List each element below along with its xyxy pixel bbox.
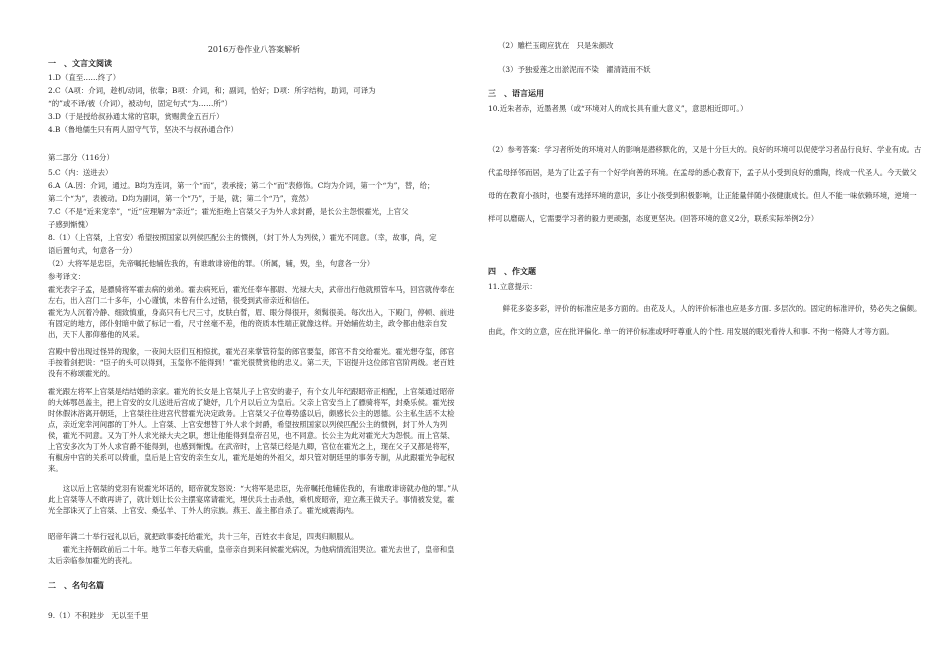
answer-line: 1.D（直至……终了） (48, 73, 121, 82)
translation-paragraph: 宫殿中曾出现过怪异的现象，一夜间大臣们互相惊扰，霍光召来掌管符玺的郎官要玺，郎官不肯交给霍光。霍光想夺玺，郎官手按着剑把说：“臣子的头可以得到，玉玺你不能得到！”霍光很赞赏他的忠义。第二天，下诏提升这位郎官官阶两级。老百姓没有不称颂霍光的。 (48, 347, 455, 378)
translation-paragraph: 霍光为人沉着冷静、细致慎重，身高只有七尺三寸，皮肤白皙，眉、眼分得很开，须髯很美。每次出入，下殿门，停顿、前进有固定的地方，郎仆射暗中做了标记一看，尺寸丝毫不差，他的资质本性端正就像这样。开始辅佐幼主，政令都由他亲自发出，天下人都仰慕他的风采。 (48, 308, 455, 339)
part2-title: 第二部分（116分） (48, 153, 114, 162)
essay-prompt-text: 鲜花多姿多彩，评价的标准应是多方面的。由花及人，人的评价标准也应是多方面. 多层次的。固定的标准评价，势必失之偏颇。由此，作文的立意，应在批评偏化. 单一的评价标准或呼吁尊重人的个性. 用发展的眼光看待人和事. 不拘一格降人才等方面。 (488, 304, 922, 336)
page-title: 2016万卷作业八答案解析 (207, 45, 301, 54)
answer-line: 语后置句式，句意各一分） (48, 246, 137, 255)
answer-line: 子感到惭愧） (48, 220, 93, 229)
translation-paragraph: 这以后上官桀的党羽有说霍光坏话的，昭帝就发怒说：“大将军是忠臣，先帝嘱托他辅佐我的，有谁敢诽谤就办他的罪。”从此上官桀等人不敢再讲了，就计划让长公主摆宴席请霍光，埋伏兵士击杀他，乘机废昭帝，迎立燕王做天子。事情被发觉，霍光全部诛灭了上官桀、上官安、桑弘羊、丁外人的宗族。燕王、盖主都自杀了。霍光威震海内。 (48, 484, 459, 515)
answer-line: 7.C（不是“近来宠幸”，“近”应理解为“亲近”；霍光拒绝上官桀父子为外人求封爵，是长公主怨恨霍光，上官父 (48, 207, 409, 216)
answer-line: 2.C（A项：介词，趁机/动词，依靠；B项：介词，和；副词，恰好；D项：所字结构，助词，可译为 (48, 86, 376, 95)
famous-line: （2）雕栏玉砌应犹在 只是朱颜改 (498, 41, 614, 50)
translation-paragraph: 昭帝年满二十举行冠礼以后，就把政事委托给霍光，共十三年，百姓衣丰食足，四夷归顺服从。 (48, 532, 359, 541)
famous-line: 9.（1）不积跬步 无以至千里 (48, 611, 149, 620)
answer-line: 8.（1）（上官桀，上官安）希望按照国家以列侯匹配公主的惯例，（封丁外人为列侯，）霍光不同意。（幸，故事，尚，定 (48, 233, 437, 242)
translation-paragraph: 霍光跟左将军上官桀是结结婚的亲家。霍光的长女是上官桀儿子上官安的妻子，有个女儿年纪跟昭帝正相配，上官桀通过昭帝的大姊鄂邑盖主，把上官安的女儿送进后宫成了婕妤，几个月以后立为皇后。父亲上官安当上了骠骑将军，封桑乐侯。霍光按时休假沐浴离开朝廷，上官桀往往进宫代替霍光决定政务。上官桀父子位尊势盛以后，颇感长公主的恩德。公主私生活不太检点，亲近宠幸河间郡的丁外人。上官桀、上官安想替丁外人求个封爵，希望按照国家以列侯匹配公主的惯例，封丁外人为列侯，霍光不同意。又为丁外人求光禄大夫之职，想让他能得到皇帝召见，也不同意。长公主为此对霍光大为怨恨。而上官桀、上官安多次为丁外人求官爵不能得到，也感到惭愧。在武帝时，上官桀已经是九卿，官位在霍光之上，现在父子又都是将军，有椒房中宫的关系可以倚重，皇后是上官安的亲生女儿，霍光是她的外祖父，却只管对朝廷里的事务专制，从此跟霍光争起权来。 (48, 387, 455, 473)
section2-heading: 二 、名句名篇 (48, 580, 104, 590)
answer-line: 第二个“为”，表被动。D均为副词，第一个“乃”，于是，就；第二个“乃”，竟然） (48, 194, 314, 203)
answer-line: 4.B（鲁地儒生只有两人固守气节，坚决不与叔孙通合作） (48, 125, 238, 134)
answer-line: “的”或不译/被（介词），被动句，固定句式“为……所”） (48, 99, 232, 108)
translation-paragraph: 霍光表字子孟，是骠骑将军霍去病的弟弟。霍去病死后，霍光任奉车都尉、光禄大夫，武帝出行他就照管车马，回宫就侍奉在左右，出入宫门二十多年，小心谨慎，未曾有什么过错，很受到武帝亲近和信任。 (48, 285, 455, 305)
answer-line: 5.C（内：送进去） (48, 168, 113, 177)
translation-paragraph: 霍光主持朝政前后二十年。地节二年春天病重，皇帝亲自到来问候霍光病况，为他病情流泪哭泣。霍光去世了，皇帝和皇太后亲临参加霍光的丧礼。 (48, 545, 455, 565)
answer-line: 10.近朱者赤，近墨者黑（或“环境对人的成长具有重大意义”，意思相近即可。） (488, 104, 748, 113)
famous-line: （3）予独爱莲之出淤泥而不染 濯清涟而不妖 (498, 65, 651, 74)
essay-prompt-label: 11.立意提示： (488, 282, 537, 291)
answer-line: 3.D（于是授给叔孙通太常的官职，赏赐黄金五百斤） (48, 112, 224, 121)
answer-line: （2）大将军是忠臣，先帝嘱托他辅佐我的，有谁敢诽谤他的罪。（所属，辅，毁，坐，句意各一分） (48, 259, 375, 268)
section3-heading: 三 、语言运用 (488, 88, 544, 98)
answer-line: 6.A（A.因：介词，通过。B均为连词，第一个“而”，表承接；第二个“而”表修饰。C均为介词，第一个“为”，替，给； (48, 181, 435, 190)
section1-heading: 一 、文言文阅读 (48, 58, 112, 68)
section4-heading: 四 、作文题 (488, 266, 536, 276)
answer-paragraph: （2）参考答案：学习者所处的环境对人的影响是潜移默化的，又是十分巨大的。良好的环境可以促使学习者品行良好、学业有成。古代孟母择邻而居，是为了让孟子有一个好学向善的环境。在孟母的悉心教育下，孟子从小受到良好的熏陶，终成一代圣人。今天做父母的在教育小孩时，也要有选择环境的意识，多让小孩受到积极影响，让正能量伴随小孩健康成长。但人不能一味依赖环境，逆境一样可以磨砺人，它需要学习者的毅力更顽强，态度更坚决。(回答环境的意义2分，联系实际举例2分） (488, 145, 922, 223)
answer-line: 参考译文： (48, 272, 85, 281)
